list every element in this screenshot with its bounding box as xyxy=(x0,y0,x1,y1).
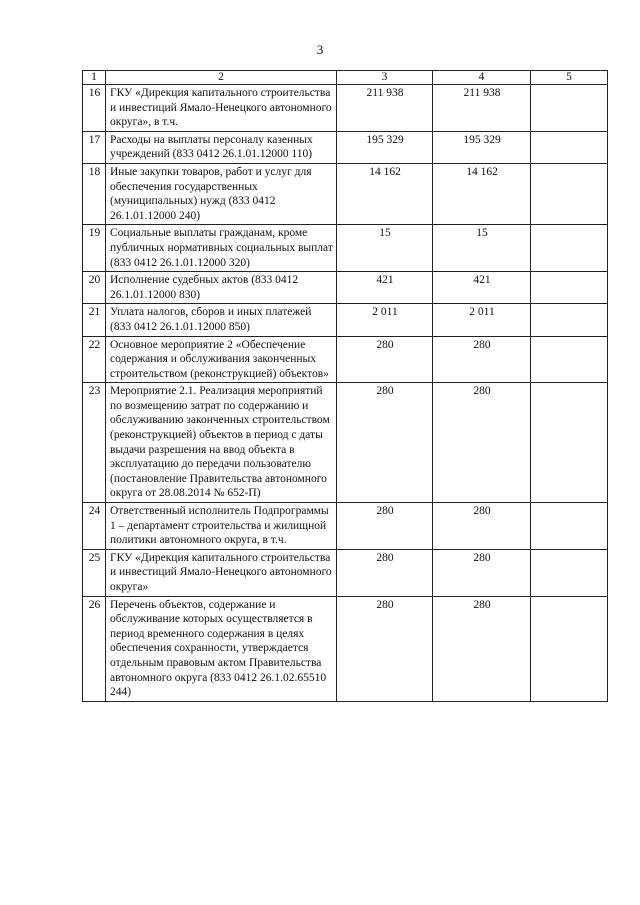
row-column3-value: 14 162 xyxy=(337,163,433,224)
row-column4-value: 280 xyxy=(433,549,531,596)
row-column3-value: 280 xyxy=(337,503,433,550)
row-number-cell: 22 xyxy=(83,336,106,383)
row-description-cell: Мероприятие 2.1. Реализация мероприятий по возмещению затрат по содержанию и обслуживанию законченных строительством (реконструкцией) объектов в период с даты выдачи разрешения на ввод объекта в эксплуатацию до передачи пользователю (постановление Правительства автономного округа от 28.08.2014 № 652-П) xyxy=(106,383,337,503)
row-column4-value: 280 xyxy=(433,336,531,383)
header-cell-2: 2 xyxy=(106,71,337,85)
row-column4-value: 280 xyxy=(433,503,531,550)
row-description-cell: Основное мероприятие 2 «Обеспечение содержания и обслуживания законченных строительством (реконструкцией) объектов» xyxy=(106,336,337,383)
row-column5-value xyxy=(531,503,608,550)
row-number-cell: 16 xyxy=(83,85,106,132)
row-description-cell: Ответственный исполнитель Подпрограммы 1 – департамент строительства и жилищной политики автономного округа, в т.ч. xyxy=(106,503,337,550)
row-column3-value: 280 xyxy=(337,596,433,701)
row-column5-value xyxy=(531,336,608,383)
table-row xyxy=(83,549,608,596)
table-row xyxy=(83,503,608,550)
row-column4-value: 195 329 xyxy=(433,131,531,163)
table-row xyxy=(83,163,608,224)
table-row xyxy=(83,272,608,304)
row-column4-value: 280 xyxy=(433,383,531,503)
row-column4-value: 211 938 xyxy=(433,85,531,132)
table-row xyxy=(83,383,608,503)
row-description-cell: Расходы на выплаты персоналу казенных учреждений (833 0412 26.1.01.12000 110) xyxy=(106,131,337,163)
row-column3-value: 280 xyxy=(337,549,433,596)
row-column5-value xyxy=(531,163,608,224)
row-column5-value xyxy=(531,131,608,163)
row-column3-value: 2 011 xyxy=(337,304,433,336)
row-column5-value xyxy=(531,225,608,272)
row-column4-value: 2 011 xyxy=(433,304,531,336)
row-column5-value xyxy=(531,272,608,304)
row-number-cell: 18 xyxy=(83,163,106,224)
row-number-cell: 26 xyxy=(83,596,106,701)
row-number-cell: 20 xyxy=(83,272,106,304)
row-description-cell: Исполнение судебных актов (833 0412 26.1.01.12000 830) xyxy=(106,272,337,304)
row-description-cell: Социальные выплаты гражданам, кроме публичных нормативных социальных выплат (833 0412 26.1.01.12000 320) xyxy=(106,225,337,272)
table-row xyxy=(83,336,608,383)
row-description-cell: ГКУ «Дирекция капитального строительства и инвестиций Ямало-Ненецкого автономного округа» xyxy=(106,549,337,596)
row-column5-value xyxy=(531,596,608,701)
row-number-cell: 23 xyxy=(83,383,106,503)
table-body xyxy=(83,85,608,702)
table-row xyxy=(83,131,608,163)
row-description-cell: Перечень объектов, содержание и обслуживание которых осуществляется в период временного содержания в целях обеспечения сохранности, утверждается отдельным правовым актом Правительства автономного округа (833 0412 26.1.02.65510 244) xyxy=(106,596,337,701)
row-column3-value: 280 xyxy=(337,336,433,383)
header-cell-3: 3 xyxy=(337,71,433,85)
table-header-row xyxy=(83,71,608,85)
row-description-cell: ГКУ «Дирекция капитального строительства и инвестиций Ямало-Ненецкого автономного округа», в т.ч. xyxy=(106,85,337,132)
row-description-cell: Иные закупки товаров, работ и услуг для обеспечения государственных (муниципальных) нужд (833 0412 26.1.01.12000 240) xyxy=(106,163,337,224)
row-number-cell: 17 xyxy=(83,131,106,163)
header-cell-1: 1 xyxy=(83,71,106,85)
row-column5-value xyxy=(531,304,608,336)
page-number: 3 xyxy=(316,42,324,57)
row-description-cell: Уплата налогов, сборов и иных платежей (833 0412 26.1.01.12000 850) xyxy=(106,304,337,336)
row-column3-value: 195 329 xyxy=(337,131,433,163)
header-cell-4: 4 xyxy=(433,71,531,85)
row-number-cell: 21 xyxy=(83,304,106,336)
row-column4-value: 280 xyxy=(433,596,531,701)
row-number-cell: 19 xyxy=(83,225,106,272)
row-column3-value: 280 xyxy=(337,383,433,503)
row-column3-value: 421 xyxy=(337,272,433,304)
table-row xyxy=(83,596,608,701)
table-row xyxy=(83,85,608,132)
row-column4-value: 421 xyxy=(433,272,531,304)
row-number-cell: 25 xyxy=(83,549,106,596)
row-column4-value: 15 xyxy=(433,225,531,272)
row-column4-value: 14 162 xyxy=(433,163,531,224)
row-column5-value xyxy=(531,85,608,132)
header-cell-5: 5 xyxy=(531,71,608,85)
row-column5-value xyxy=(531,383,608,503)
table-row xyxy=(83,304,608,336)
row-column3-value: 15 xyxy=(337,225,433,272)
row-number-cell: 24 xyxy=(83,503,106,550)
budget-table xyxy=(82,70,608,702)
row-column3-value: 211 938 xyxy=(337,85,433,132)
row-column5-value xyxy=(531,549,608,596)
table-row xyxy=(83,225,608,272)
